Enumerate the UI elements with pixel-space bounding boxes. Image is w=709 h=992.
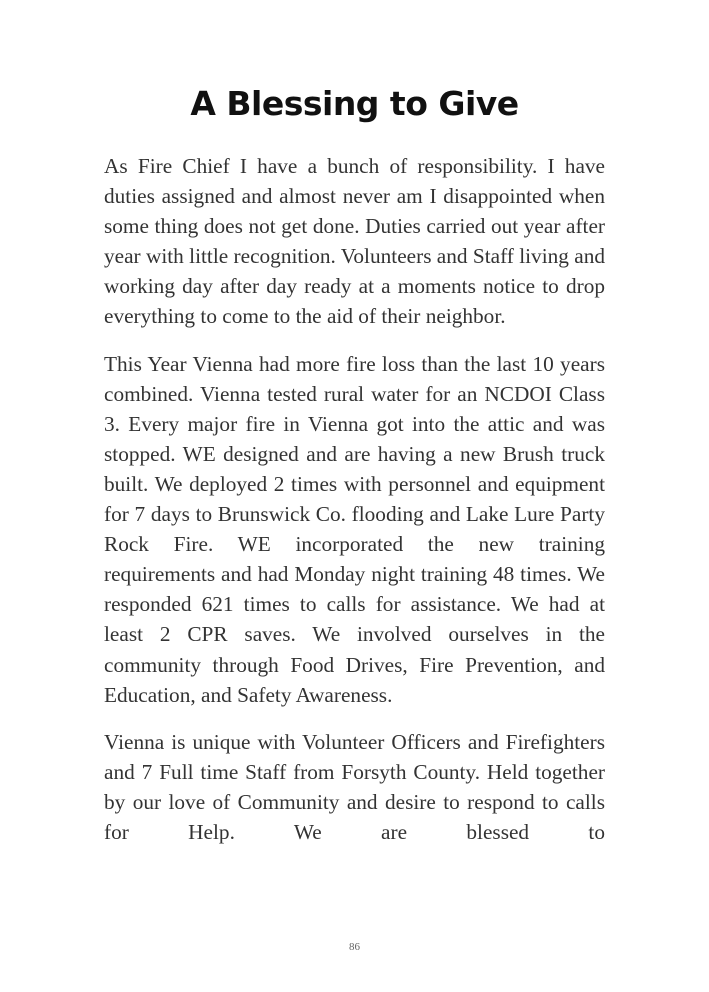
body-text <box>104 151 605 864</box>
paragraph-1: As Fire Chief I have a bunch of responsibility. I have duties assigned and almost never am I disappointed when some thing does not get done. Duties carried out year after year with little recognition. Volunteers and Staff living and working day after day ready at a moments notice to drop everything to come to the aid of their neighbor. <box>104 154 605 329</box>
page-title: A Blessing to Give <box>190 84 519 123</box>
page-number: 86 <box>349 941 360 953</box>
paragraph-3: Vienna is unique with Volunteer Officers and Firefighters and 7 Full time Staff from Forsyth County. Held together by our love of Community and desire to respond to calls for Help. We are blessed to <box>104 729 605 844</box>
paragraph-2: This Year Vienna had more fire loss than the last 10 years combined. Vienna tested rural water for an NCDOI Class 3. Every major fire in Vienna got into the attic and was stopped. WE designed and are having a new Brush truck built. We deployed 2 times with personnel and equipment for 7 days to Brunswick Co. flooding and Lake Lure Party Rock Fire. WE incorporated the new training requirements and had Monday night training 48 times. We responded 621 times to calls for assistance. We had at least 2 CPR saves. We involved ourselves in the community through Food Drives, Fire Prevention, and Education, and Safety Awareness. <box>104 351 605 707</box>
